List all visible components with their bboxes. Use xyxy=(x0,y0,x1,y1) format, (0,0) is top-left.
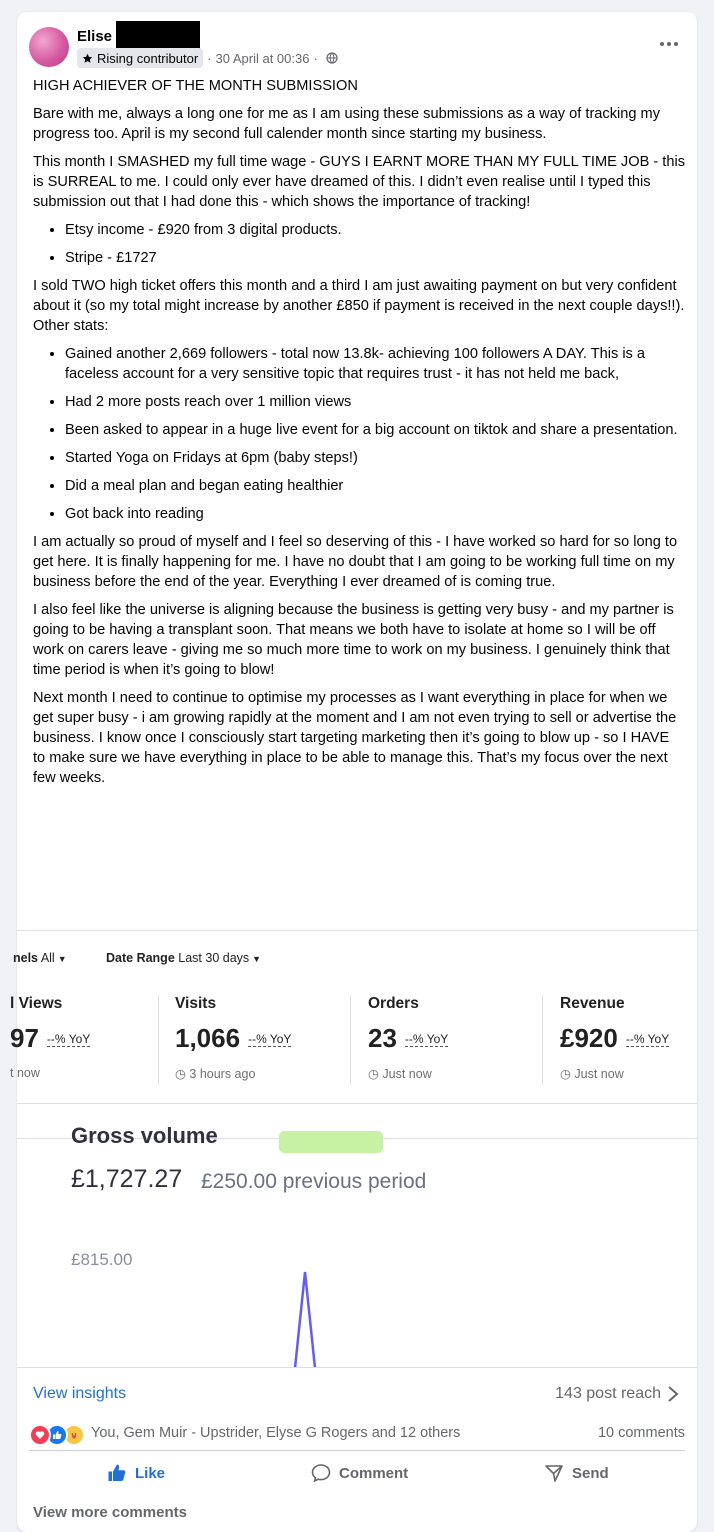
stat-yoy: --% YoY xyxy=(248,1032,292,1046)
post-paragraph: I also feel like the universe is aligning because the business is getting very busy - and my partner is going to be having a transplant soon. That means we both have to isolate at home so I will be off work on carers leave - giving me so much more time to work on my business. I genuinely think that time period is when it’s going to blow! xyxy=(33,602,674,678)
insights-bar xyxy=(17,1367,697,1418)
clock-icon: ◷ xyxy=(175,1067,190,1081)
channels-label: nels xyxy=(13,951,39,965)
stat-yoy: --% YoY xyxy=(625,1032,670,1046)
stat-value xyxy=(368,1023,448,1054)
previous-period-value: £250.00 previous period xyxy=(201,1170,427,1193)
gross-volume-value: £1,727.27 xyxy=(71,1165,183,1193)
stat-time-text: Just now xyxy=(574,1067,624,1081)
comment-icon xyxy=(311,1463,331,1483)
channels-value: All xyxy=(40,951,55,965)
reaction-names[interactable]: You, Gem Muir - Upstrider, Elyse G Rogers and 12 others xyxy=(91,1425,461,1441)
stat-time xyxy=(560,1066,669,1081)
list-item: • Been asked to appear in a huge live event for a big account on tiktok and share a presentation. xyxy=(65,420,685,440)
more-options-icon[interactable] xyxy=(653,34,685,54)
list-item: • Stripe - £1727 xyxy=(65,248,685,268)
axis-label: £815.00 xyxy=(71,1250,133,1269)
separator-dot: · xyxy=(207,50,212,66)
stripe-volume-image[interactable] xyxy=(17,1123,697,1368)
stat-label: Revenue xyxy=(560,995,625,1012)
chevron-right-icon[interactable] xyxy=(667,1385,679,1403)
list-item: • Got back into reading xyxy=(65,504,685,524)
separator-dot: · xyxy=(313,50,318,66)
post-timestamp[interactable]: 30 April at 00:36 xyxy=(215,50,310,66)
stat-number: £920 xyxy=(560,1023,618,1053)
list-item: • Etsy income - £920 from 3 digital products. xyxy=(65,220,685,240)
post-reach[interactable]: 143 post reach xyxy=(555,1385,661,1402)
comments-count[interactable]: 10 comments xyxy=(597,1425,685,1441)
divider xyxy=(542,995,543,1085)
caret-down-icon: ▼ xyxy=(57,954,67,964)
clock-icon: ◷ xyxy=(368,1067,383,1081)
post-paragraph: Bare with me, always a long one for me as I am using these submissions as a way of tracking my progress too. April is my second full calender month since starting my business. xyxy=(33,106,660,142)
list-item: • Did a meal plan and began eating healthier xyxy=(65,476,685,496)
send-icon xyxy=(544,1463,564,1483)
send-label: Send xyxy=(572,1464,609,1482)
date-range-value: Last 30 days xyxy=(178,951,250,965)
view-more-comments-link[interactable]: View more comments xyxy=(33,1504,187,1521)
reactions-row xyxy=(29,1422,685,1446)
etsy-stats-image[interactable] xyxy=(10,930,697,1104)
send-button[interactable] xyxy=(544,1451,609,1495)
income-list xyxy=(33,220,685,268)
stat-visits xyxy=(175,995,291,1105)
star-icon xyxy=(82,53,93,64)
channels-filter xyxy=(13,951,67,965)
thumbs-up-icon xyxy=(107,1463,127,1483)
date-range-label: Date Range xyxy=(106,951,175,965)
author-line xyxy=(77,26,200,46)
comment-label: Comment xyxy=(339,1464,409,1482)
redaction-box xyxy=(116,21,200,49)
stat-time: t now xyxy=(10,1066,40,1080)
post-card xyxy=(10,12,697,1532)
stat-number: 23 xyxy=(368,1023,397,1053)
badge-label: Rising contributor xyxy=(97,50,199,66)
list-item: • Gained another 2,669 followers - total now 13.8k- achieving 100 followers A DAY. This is a faceless account for a very sensitive topic that requires trust - it has not held me back, xyxy=(65,344,685,384)
stat-value xyxy=(10,1023,90,1054)
stat-time xyxy=(175,1066,291,1081)
avatar[interactable] xyxy=(29,27,69,67)
action-bar xyxy=(29,1450,685,1495)
post-paragraph: This month I SMASHED my full time wage - GUYS I EARNT MORE THAN MY FULL TIME JOB - this is SURREAL to me. I could only ever have dreamed of this. I didn’t even realise until I typed this submission out that I had done this - which shows the importance of tracking! xyxy=(33,154,685,210)
stat-time-text: Just now xyxy=(382,1067,432,1081)
post-paragraph: I am actually so proud of myself and I feel so deserving of this - I have worked so hard for so long to get here. It is finally happening for me. I have no doubt that I am going to be working full time on my business before the end of the year. Everything I ever dreamed of is coming true. xyxy=(33,534,678,590)
stat-value xyxy=(560,1023,669,1054)
post-paragraph: I sold TWO high ticket offers this month and a third I am just awaiting payment on but very confident about it (so my total might increase by another £850 if payment is received in the next couple days!!). Other stats: xyxy=(33,278,685,334)
post-meta xyxy=(77,48,338,68)
gross-volume-title: Gross volume xyxy=(71,1123,218,1148)
rising-contributor-badge[interactable] xyxy=(77,48,203,68)
stat-value xyxy=(175,1023,291,1054)
stat-number: 97 xyxy=(10,1023,39,1053)
volume-spike-line xyxy=(17,1139,697,1368)
date-range-filter xyxy=(106,951,261,965)
stat-label: Orders xyxy=(368,995,419,1012)
post-body xyxy=(33,76,685,796)
stat-orders xyxy=(368,995,448,1105)
stat-label: l Views xyxy=(10,995,63,1012)
post-paragraph: Next month I need to continue to optimise my processes as I want everything in place for when we get super busy - i am growing rapidly at the moment and I am not even trying to sell or advertise the business. I know once I consciously start targeting marketing then it’s going to blow up - so I HAVE to make sure we have everything in place to be able to manage this. That’s my focus over the next few weeks. xyxy=(33,690,677,786)
divider xyxy=(158,995,159,1085)
clock-icon: ◷ xyxy=(560,1067,575,1081)
stat-yoy: --% YoY xyxy=(404,1032,449,1046)
caret-down-icon: ▼ xyxy=(252,954,262,964)
view-insights-link[interactable]: View insights xyxy=(33,1385,127,1402)
love-reaction-icon xyxy=(29,1424,51,1446)
stat-time-text: 3 hours ago xyxy=(189,1067,256,1081)
stats-list xyxy=(33,344,685,524)
post-header xyxy=(29,16,685,76)
author-name[interactable]: Elise xyxy=(77,27,113,45)
reaction-icons[interactable] xyxy=(29,1424,80,1446)
globe-icon xyxy=(326,52,338,64)
stat-revenue xyxy=(560,995,669,1105)
like-button[interactable] xyxy=(107,1451,165,1495)
stat-views xyxy=(10,995,90,1105)
stat-yoy: --% YoY xyxy=(46,1032,91,1046)
post-title: HIGH ACHIEVER OF THE MONTH SUBMISSION xyxy=(33,78,358,94)
list-item: • Started Yoga on Fridays at 6pm (baby steps!) xyxy=(65,448,685,468)
stat-time xyxy=(368,1066,448,1081)
divider xyxy=(350,995,351,1085)
stat-number: 1,066 xyxy=(175,1023,241,1053)
list-item: • Had 2 more posts reach over 1 million views xyxy=(65,392,685,412)
comment-button[interactable] xyxy=(311,1451,408,1495)
like-label: Like xyxy=(135,1464,166,1482)
stat-label: Visits xyxy=(175,995,217,1012)
